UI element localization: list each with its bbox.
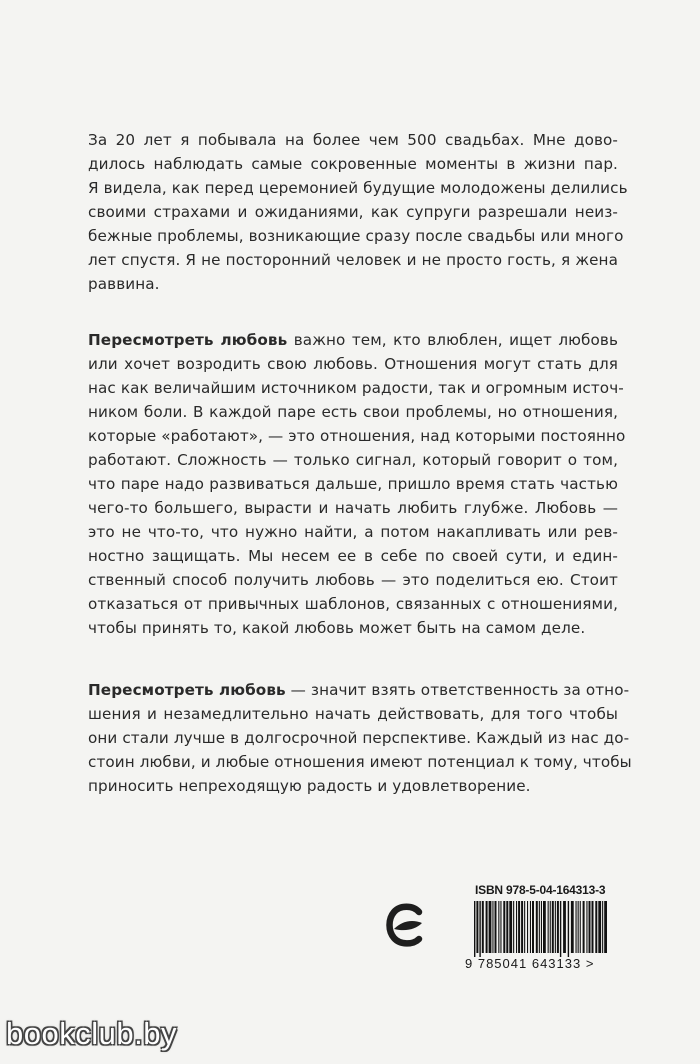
barcode-bar: [563, 901, 566, 953]
barcode-bar: [474, 901, 475, 957]
text-line: Я видела, как перед церемонией будущие молодожены делились: [88, 179, 628, 197]
text-line: бежные проблемы, возникающие сразу после свадьбы или много: [88, 227, 624, 245]
barcode-bar: [539, 901, 540, 953]
text-line-first: [88, 328, 618, 352]
text-line: или хочет возродить свою любовь. Отношения могут стать для: [88, 355, 618, 373]
barcode-bar: [536, 901, 538, 953]
barcode-bar: [557, 901, 559, 953]
paragraph-intro: [88, 128, 628, 296]
barcode-bar: [530, 901, 531, 953]
text-line: своими страхами и ожиданиями, как супруги разрешали неиз-: [88, 203, 618, 221]
barcode-bar: [524, 901, 525, 953]
barcode-bar: [506, 901, 508, 953]
text-line: чего-то большего, вырасти и начать любить глубже. Любовь —: [88, 499, 618, 517]
barcode-bar: [589, 901, 591, 953]
barcode-bar: [604, 901, 607, 953]
barcode-bar: [479, 901, 480, 957]
barcode-bar: [548, 901, 549, 953]
text-line: это не что-то, что нужно найти, а потом накапливать или рев-: [88, 523, 618, 541]
barcode-bar: [568, 901, 569, 957]
barcode-icon: [473, 901, 608, 957]
barcode-bar: [498, 901, 499, 953]
barcode-bar: [527, 901, 528, 953]
barcode-bar: [586, 901, 587, 953]
barcode-bar: [550, 901, 551, 953]
barcode-bar: [532, 901, 534, 953]
barcode-bar: [518, 901, 520, 953]
barcode-bar: [543, 901, 546, 953]
text-line: За 20 лет я побывала на более чем 500 свадьбах. Мне дово-: [88, 131, 618, 149]
barcode-bar: [476, 901, 478, 953]
isbn-label: ISBN 978-5-04-164313-3: [475, 883, 606, 897]
text-line-rest: — значит взять ответственность за отно-: [285, 681, 630, 699]
barcode-bar: [555, 901, 556, 953]
barcode-bar: [602, 901, 603, 953]
text-line: которые «работают», — это отношения, над которыми постоянно: [88, 427, 626, 445]
watermark-site-name: bookclub.by: [6, 1016, 177, 1051]
text-line: отказаться от привычных шаблонов, связанных с отношениями,: [88, 595, 618, 613]
bold-lead-phrase: Пересмотреть любовь: [88, 331, 288, 349]
text-line: что паре надо развиваться дальше, пришло время стать частью: [88, 475, 618, 493]
text-line: дилось наблюдать самые сокровенные моменты в жизни пар.: [88, 155, 618, 173]
text-line: раввина.: [88, 275, 160, 293]
barcode-bar: [486, 901, 488, 953]
barcode-bar: [592, 901, 594, 953]
text-line: нас как величайшим источником радости, так и огромным источ-: [88, 379, 624, 397]
barcode-bar: [598, 901, 601, 953]
barcode-bar: [580, 901, 581, 953]
text-line-first: [88, 678, 630, 702]
text-line: ственный способ получить любовь — это поделиться ею. Стоит: [88, 571, 618, 589]
paragraph-why-rethink: [88, 328, 626, 640]
barcode-bar: [489, 901, 492, 953]
barcode-bar: [495, 901, 497, 953]
barcode-bar: [513, 901, 514, 953]
text-line: шения и незамедлительно начать действовать, для того чтобы: [88, 705, 618, 723]
text-line: работают. Сложность — только сигнал, который говорит о том,: [88, 451, 618, 469]
barcode-bar: [595, 901, 597, 953]
barcode-bar: [500, 901, 501, 953]
barcode-bar: [516, 901, 517, 953]
barcode-bar: [583, 901, 585, 953]
text-line: стоин любви, и любые отношения имеют потенциал к тому, чтобы: [88, 753, 632, 771]
barcode-digits: 9 785041 643133 >: [465, 956, 595, 971]
barcode-bar: [503, 901, 505, 953]
text-line: ником боли. В каждой паре есть свои проблемы, но отношения,: [88, 403, 618, 421]
barcode-bar: [541, 901, 542, 953]
barcode-bar: [560, 901, 561, 957]
isbn-barcode-block: [465, 883, 615, 983]
text-line-rest: важно тем, кто влюблен, ищет любовь: [287, 331, 618, 349]
eksmo-e-logo-icon: [386, 902, 426, 948]
barcode-bar: [578, 901, 579, 953]
barcode-bar: [576, 901, 577, 953]
barcode-bar: [571, 901, 574, 953]
text-line: приносить непреходящую радость и удовлетворение.: [88, 777, 531, 795]
text-line: они стали лучше в долгосрочной перспективе. Каждый из нас до-: [88, 729, 630, 747]
barcode-bar: [492, 901, 493, 953]
barcode-bar: [552, 901, 554, 953]
barcode-bar: [521, 901, 523, 953]
bold-lead-phrase: Пересмотреть любовь: [88, 681, 286, 699]
text-line: чтобы принять то, какой любовь может быть на самом деле.: [88, 619, 586, 637]
barcode-bar: [509, 901, 512, 953]
paragraph-meaning: [88, 678, 632, 798]
text-line: ностно защищать. Мы несем ее в себе по своей сути, и един-: [88, 547, 618, 565]
text-line: лет спустя. Я не посторонний человек и не просто гость, я жена: [88, 251, 618, 269]
barcode-bar: [482, 901, 484, 953]
